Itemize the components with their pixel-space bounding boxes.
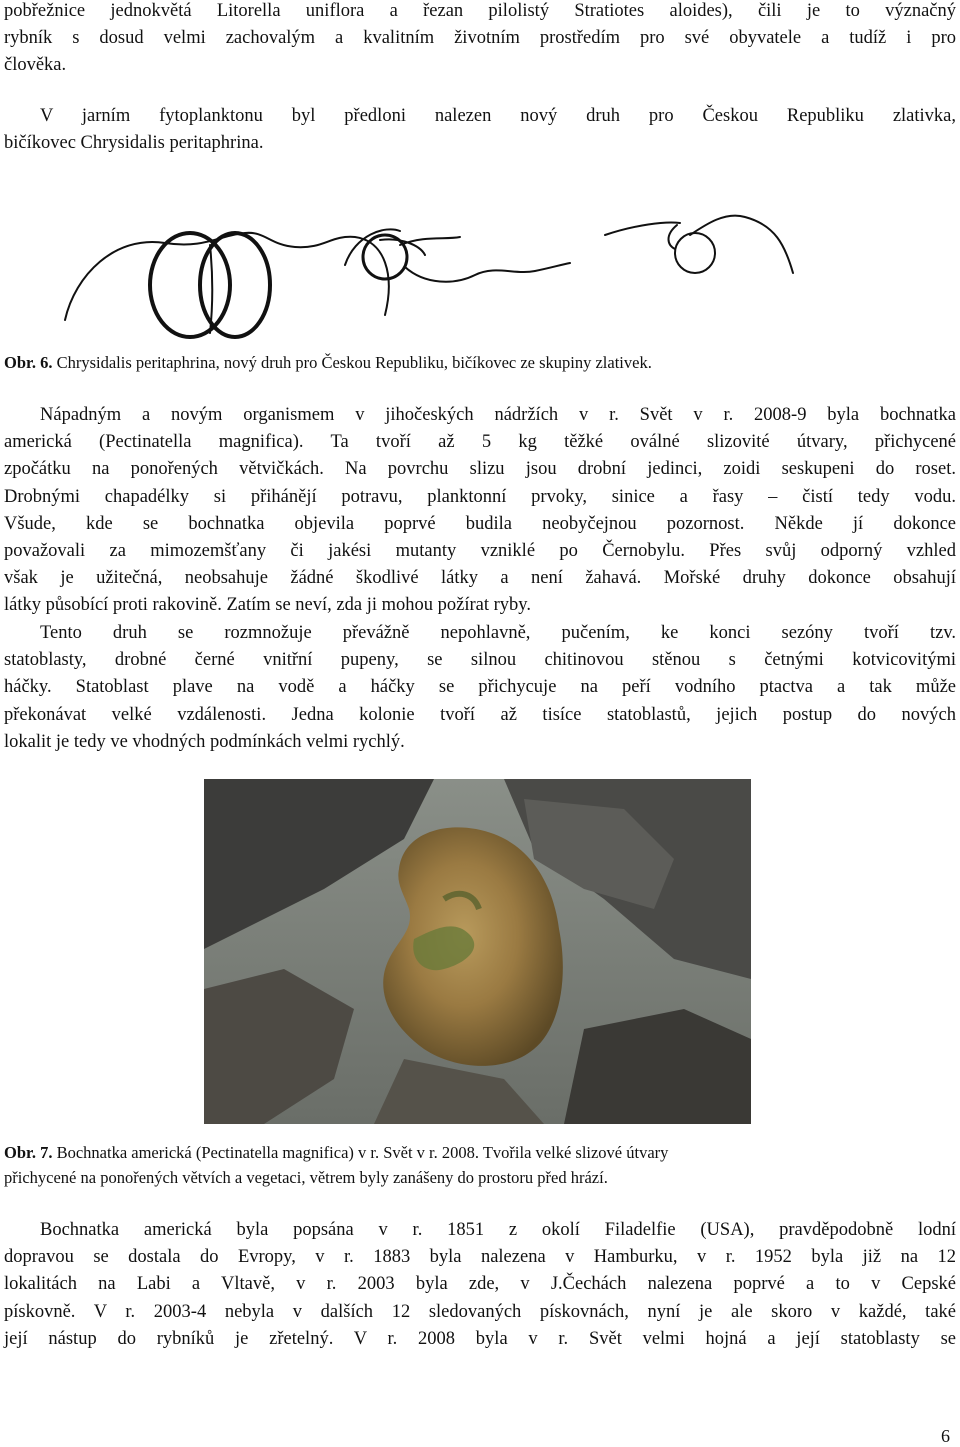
text-line: háčky. Statoblast plave na vodě a háčky se přichycuje na peří vodního ptactva a tak může [4, 677, 956, 698]
text-line: Nápadným a novým organismem v jihočeských nádržích v r. Svět v r. 2008-9 byla bochnatka [40, 405, 956, 425]
text-line: považovali za mimozemšťany či jakési mutanty vzniklé po Černobylu. Přes svůj odporný vzhled [4, 541, 956, 562]
paragraph-reproduction [4, 620, 956, 756]
text-line: Bochnatka americká byla popsána v r. 1851 z okolí Filadelfie (USA), pravděpodobně lodní [40, 1220, 956, 1240]
text-line: překonávat velké vzdálenosti. Jedna kolonie tvoří až tisíce statoblastů, jejich postup do nových [4, 704, 956, 725]
text-line: její nástup do rybníků je zřetelný. V r. 2008 byla v r. Svět velmi hojná a její statoblasty se [4, 1328, 956, 1349]
paragraph-intro-continuation [4, 0, 956, 80]
figure-7-caption-line1: Bochnatka americká (Pectinatella magnifica) v r. Svět v r. 2008. Tvořila velké slizové útvary [56, 1143, 669, 1162]
text-line: pobřežnice jednokvětá Litorella uniflora a řezan pilolistý Stratiotes aloides), čili je to význačný [4, 1, 956, 21]
drawing-cell-2 [345, 229, 570, 281]
text-line: rybník s dosud velmi zachovalým a kvalitním životním prostředím pro své obyvatele a tudíž i pro [4, 28, 956, 49]
paragraph-chrysidalis [4, 103, 956, 157]
text-line: Všude, kde se bochnatka objevila poprvé budila neobyčejnou pozornost. Někde jí dokonce [4, 513, 956, 534]
text-line: pískovně. V r. 2003-4 nebyla v dalších 12 sledovaných pískovnách, nyní je ale skoro v každé, také [4, 1301, 956, 1322]
figure-6-caption-text: Chrysidalis peritaphrina, nový druh pro Českou Republiku, bičíkovec ze skupiny zlativek. [56, 353, 652, 372]
figure-6-label: Obr. 6. [4, 353, 53, 372]
text-line: statoblasty, drobné černé vnitřní pupeny, se silnou chitinovou stěnou s četnými kotvicovitými [4, 650, 956, 671]
drawing-cell-3 [605, 216, 793, 273]
chrysidalis-drawings [55, 205, 815, 345]
paragraph-bochnatka-intro [4, 402, 956, 620]
text-line: dopravou se dostala do Evropy, v r. 1883 byla nalezena v Hamburku, v r. 1952 byla již na 12 [4, 1247, 956, 1268]
text-line: V jarním fytoplanktonu byl předloni nalezen nový druh pro Českou Republiku zlativka, [40, 106, 956, 126]
text-line: člověka. [4, 55, 67, 76]
text-line: lokalitách na Labi a Vltavě, v r. 2003 byla zde, v J.Čechách nalezena poprvé a to v Cepské [4, 1274, 956, 1295]
text-line: bičíkovec Chrysidalis peritaphrina. [4, 133, 264, 154]
figure-7-caption [4, 1140, 956, 1190]
text-line: lokalit je tedy ve vhodných podmínkách velmi rychlý. [4, 731, 405, 752]
text-line: Drobnými chapadélky si přihánějí potravu, planktonní prvoky, sinice a řasy – čistí tedy vodu. [4, 486, 956, 507]
figure-6-caption [4, 350, 956, 375]
page-number: 6 [941, 1426, 950, 1446]
figure-7-caption-line2: přichycené na ponořených větvích a vegetaci, větrem byly zanášeny do prostoru před hrází. [4, 1168, 608, 1187]
bochnatka-photo [204, 779, 751, 1124]
text-line: Tento druh se rozmnožuje převážně nepohlavně, pučením, ke konci sezóny tvoří tzv. [40, 623, 956, 643]
drawing-cell-1 [65, 233, 389, 337]
text-line: látky působící proti rakovině. Zatím se neví, zda ji mohou požírat ryby. [4, 595, 531, 616]
text-line: však je užitečná, neobsahuje žádné škodlivé látky a není žahavá. Mořské druhy dokonce obsahují [4, 568, 956, 589]
text-line: americká (Pectinatella magnifica). Ta tvoří až 5 kg těžké oválné slizovité útvary, přichycené [4, 432, 956, 453]
paragraph-history [4, 1217, 956, 1353]
figure-7-label: Obr. 7. [4, 1143, 53, 1162]
text-line: zpočátku na ponořených větvičkách. Na povrchu slizu jsou drobní jedinci, zoidi seskupeni do roset. [4, 459, 956, 480]
